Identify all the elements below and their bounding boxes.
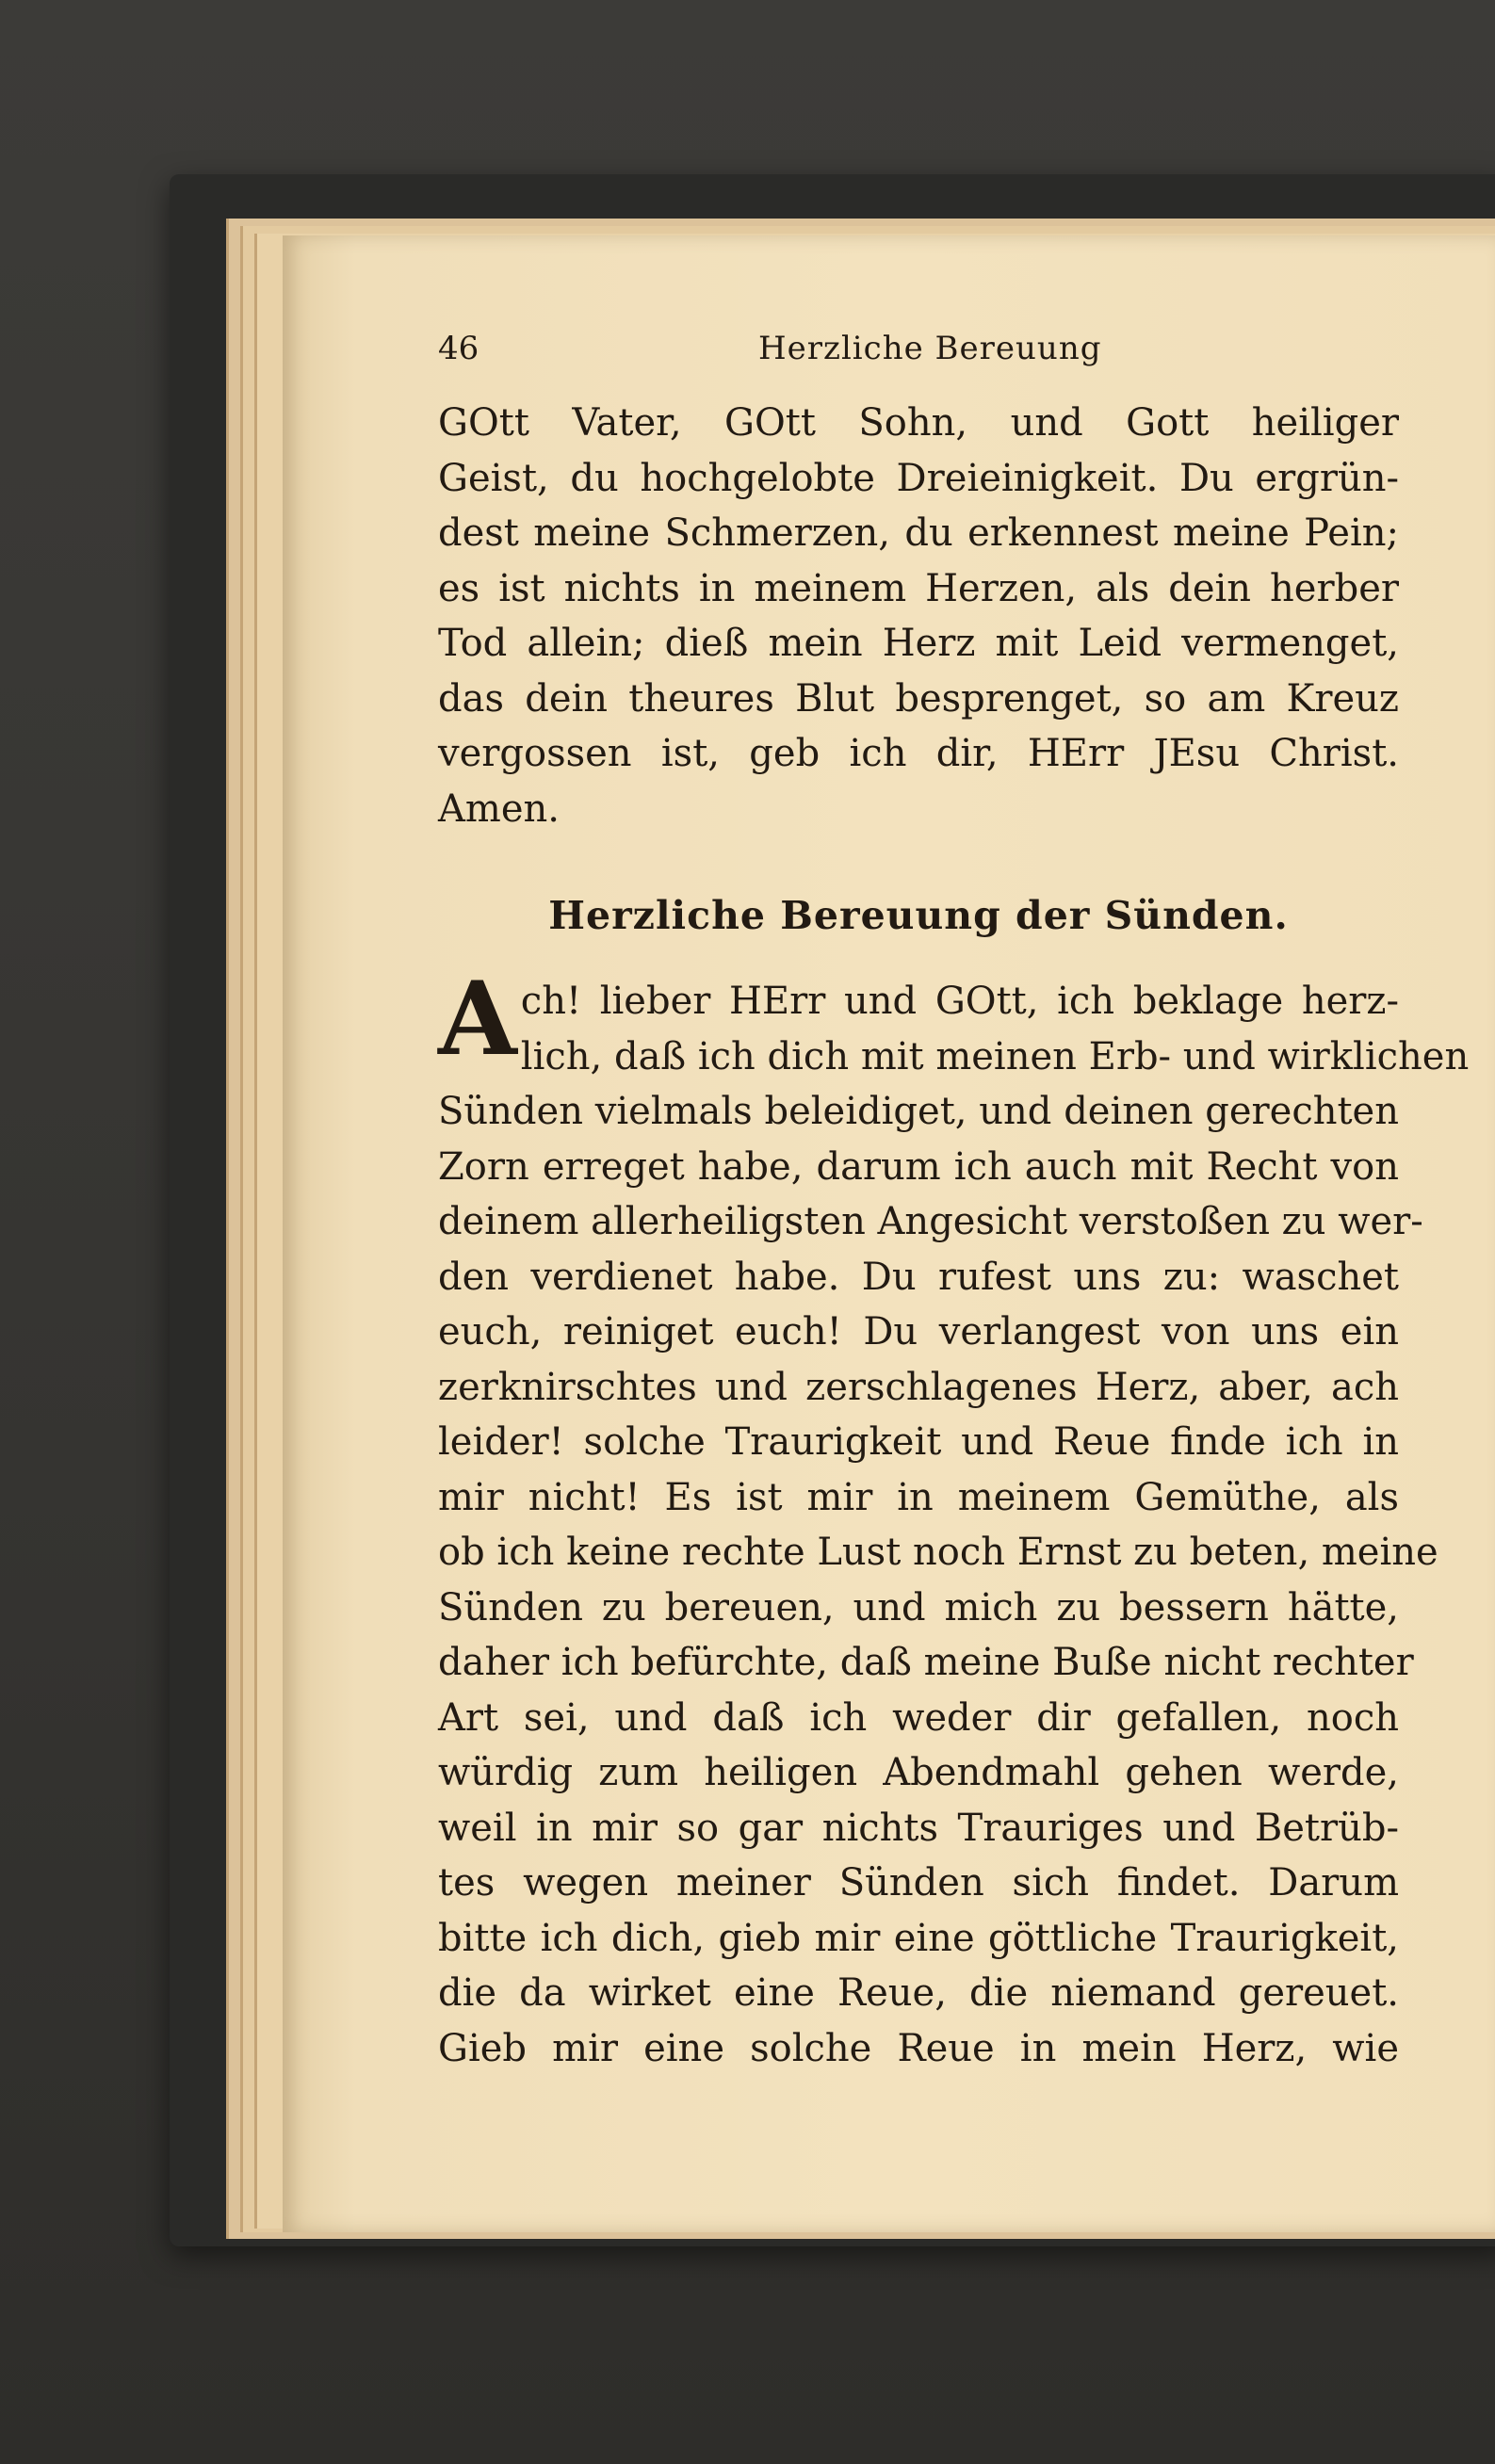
- text-line: das dein theures Blut besprenget, so am Kreuz: [438, 676, 1399, 721]
- text-line: lich, daß ich dich mit meinen Erb- und wirklichen: [520, 1034, 1470, 1078]
- drop-cap: A: [438, 960, 517, 1078]
- text-line: leider! solche Traurigkeit und Reue finde ich in: [438, 1420, 1399, 1464]
- text-line: tes wegen meiner Sünden sich findet. Darum: [438, 1861, 1399, 1905]
- book-page: [283, 235, 1495, 2232]
- text-line: es ist nichts in meinem Herzen, als dein herber: [438, 566, 1399, 610]
- text-line: Geist, du hochgelobte Dreieinigkeit. Du ergrün-: [438, 456, 1399, 500]
- text-block: [438, 330, 1470, 2076]
- text-line: Zorn erreget habe, darum ich auch mit Recht von: [438, 1144, 1399, 1189]
- text-line: weil in mir so gar nichts Trauriges und Betrüb-: [438, 1806, 1399, 1850]
- text-line: Sünden zu bereuen, und mich zu bessern hätte,: [438, 1585, 1399, 1629]
- text-line: mir nicht! Es ist mir in meinem Gemüthe, als: [438, 1475, 1399, 1519]
- page-number: 46: [438, 330, 479, 367]
- text-line: vergossen ist, geb ich dir, HErr JEsu Christ.: [438, 732, 1399, 775]
- text-line: euch, reiniget euch! Du verlangest von uns ein: [438, 1310, 1399, 1354]
- text-line: ob ich keine rechte Lust noch Ernst zu beten, meine: [438, 1531, 1438, 1574]
- text-line: bitte ich dich, gieb mir eine göttliche Traurigkeit,: [438, 1916, 1399, 1960]
- section-heading: Herzliche Bereuung der Sünden.: [548, 893, 1289, 938]
- running-title: Herzliche Bereuung: [758, 330, 1102, 367]
- text-line: Tod allein; dieß mein Herz mit Leid vermenget,: [438, 622, 1399, 665]
- text-line: daher ich befürchte, daß meine Buße nicht rechter: [438, 1641, 1414, 1684]
- text-line: dest meine Schmerzen, du erkennest meine Pein;: [438, 511, 1399, 555]
- prayer-ending-paragraph: [438, 396, 1399, 836]
- text-line: würdig zum heiligen Abendmahl gehen werde,: [438, 1751, 1399, 1794]
- section-paragraph: [438, 960, 1470, 2076]
- text-line: Art sei, und daß ich weder dir gefallen, noch: [438, 1695, 1399, 1740]
- text-line: den verdienet habe. Du rufest uns zu: waschet: [438, 1255, 1399, 1299]
- text-line: Gieb mir eine solche Reue in mein Herz, wie: [438, 2026, 1399, 2070]
- running-head: [438, 330, 1399, 396]
- text-line: zerknirschtes und zerschlagenes Herz, aber, ach: [438, 1365, 1399, 1409]
- text-line: GOtt Vater, GOtt Sohn, und Gott heiliger: [438, 401, 1399, 445]
- text-line: die da wirket eine Reue, die niemand gereuet.: [438, 1971, 1399, 2015]
- text-line: Sünden vielmals beleidiget, und deinen gerechten: [438, 1090, 1399, 1133]
- text-line: Amen.: [438, 786, 560, 831]
- text-line: ch! lieber HErr und GOtt, ich beklage herz-: [520, 980, 1399, 1023]
- text-line: deinem allerheiligsten Angesicht verstoßen zu wer-: [438, 1200, 1423, 1243]
